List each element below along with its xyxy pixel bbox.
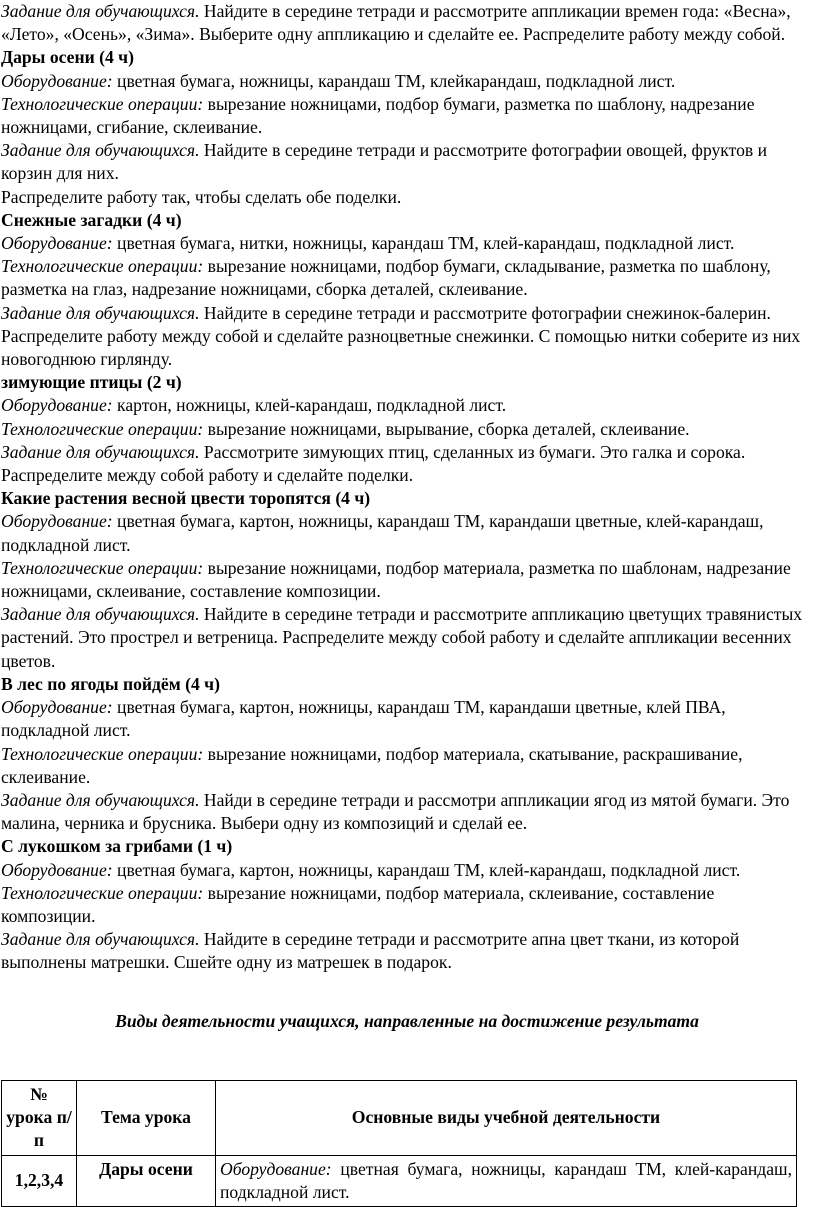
task-paragraph <box>1 789 813 835</box>
operations-paragraph <box>1 743 813 789</box>
operations-label: Технологические операции: <box>1 256 204 277</box>
column-header-topic: Тема урока <box>77 1081 216 1156</box>
section-title: Дары осени (4 ч) <box>1 47 134 68</box>
equipment-label: Оборудование: <box>1 395 113 416</box>
task-label: Задание для обучающихся. <box>1 929 200 950</box>
operations-text: вырезание ножницами, подбор материала, склеивание, составление композиции. <box>1 882 715 926</box>
task-label: Задание для обучающихся. <box>1 789 200 810</box>
operations-label: Технологические операции: <box>1 743 204 764</box>
task-label: Задание для обучающихся. <box>1 441 200 462</box>
equipment-paragraph <box>1 232 813 255</box>
intro-paragraph <box>1 0 813 46</box>
task-label: Задание для обучающихся. <box>1 302 200 323</box>
operations-text: вырезание ножницами, вырывание, сборка деталей, склеивание. <box>203 418 690 439</box>
equipment-label: Оборудование: <box>220 1158 332 1179</box>
equipment-label: Оборудование: <box>1 233 113 254</box>
equipment-paragraph <box>1 394 813 417</box>
equipment-paragraph <box>1 859 813 882</box>
task-paragraph <box>1 928 813 974</box>
section-title: Снежные загадки (4 ч) <box>1 209 182 230</box>
task-label: Задание для обучающихся. <box>1 140 200 161</box>
task-text: Найдите в середине тетради и рассмотрите фотографии овощей, фруктов и корзин для них. <box>1 140 767 184</box>
task-paragraph <box>1 603 813 673</box>
operations-paragraph <box>1 557 813 603</box>
activity-cell <box>216 1155 797 1206</box>
operations-label: Технологические операции: <box>1 93 204 114</box>
task-label: Задание для обучающихся. <box>1 1 200 21</box>
extra-paragraph: Распределите работу так, чтобы сделать обе поделки. <box>1 186 402 207</box>
equipment-text: цветная бумага, картон, ножницы, карандаш ТМ, клей-карандаш, подкладной лист. <box>112 859 741 880</box>
operations-text: вырезание ножницами, подбор бумаги, разметка по шаблону, надрезание ножницами, сгибание, склеивание. <box>1 93 755 138</box>
operations-paragraph <box>1 882 813 928</box>
equipment-text: картон, ножницы, клей-карандаш, подкладной лист. <box>112 395 507 416</box>
operations-paragraph <box>1 255 813 301</box>
equipment-label: Оборудование: <box>1 70 113 91</box>
task-paragraph <box>1 441 813 487</box>
operations-text: вырезание ножницами, подбор материала, разметка по шаблонам, надрезание ножницами, склеивание, составление композиции. <box>1 557 791 602</box>
equipment-text: цветная бумага, ножницы, карандаш ТМ, клейкарандаш, подкладной лист. <box>112 70 676 91</box>
equipment-text: цветная бумага, картон, ножницы, карандаш ТМ, карандаши цветные, клей ПВА, подкладной лист. <box>1 697 726 741</box>
operations-paragraph <box>1 93 813 139</box>
equipment-paragraph <box>1 510 813 556</box>
document-page <box>1 0 813 1033</box>
activities-table <box>1 1080 797 1207</box>
operations-label: Технологические операции: <box>1 418 204 439</box>
operations-text: вырезание ножницами, подбор материала, скатывание, раскрашивание, склеивание. <box>1 743 743 787</box>
task-text: Рассмотрите зимующих птиц, сделанных из бумаги. Это галка и сорока. Распределите между собой работу и сделайте поделки. <box>1 441 746 486</box>
table-header-row <box>2 1081 797 1156</box>
equipment-text: цветная бумага, нитки, ножницы, карандаш ТМ, клей-карандаш, подкладной лист. <box>112 233 735 254</box>
task-text: Найдите в середине тетради и рассмотрите аппликации времен года: «Весна», «Лето», «Осень», «Зима». Выберите одну аппликацию и сделайте ее. Распределите работу между собой. <box>1 1 791 45</box>
section-title: В лес по ягоды пойдём (4 ч) <box>1 673 220 694</box>
equipment-label: Оборудование: <box>1 697 113 718</box>
equipment-paragraph <box>1 696 813 742</box>
operations-label: Технологические операции: <box>1 557 204 578</box>
task-text: Найдите в середине тетради и рассмотрите апна цвет ткани, из которой выполнены матрешки. Сшейте одну из матрешек в подарок. <box>1 929 740 973</box>
equipment-text: цветная бумага, ножницы, карандаш ТМ, клей-карандаш, подкладной лист. <box>220 1158 792 1202</box>
task-label: Задание для обучающихся. <box>1 604 200 625</box>
task-paragraph <box>1 302 813 372</box>
operations-text: вырезание ножницами, подбор бумаги, складывание, разметка по шаблону, разметка на глаз, надрезание ножницами, сборка деталей, склеивание. <box>1 256 771 300</box>
section-title: зимующие птицы (2 ч) <box>1 372 182 393</box>
section-title: С лукошком за грибами (1 ч) <box>1 836 233 857</box>
equipment-label: Оборудование: <box>1 859 113 880</box>
lesson-number-cell: 1,2,3,4 <box>2 1155 77 1206</box>
equipment-text: цветная бумага, картон, ножницы, карандаш ТМ, карандаши цветные, клей-карандаш, подкладной лист. <box>1 511 764 555</box>
lesson-topic-cell: Дары осени <box>77 1155 216 1206</box>
column-header-activities: Основные виды учебной деятельности <box>216 1081 797 1156</box>
table-caption: Виды деятельности учащихся, направленные на достижение результата <box>115 1010 699 1031</box>
equipment-paragraph <box>1 70 813 93</box>
task-text: Найдите в середине тетради и рассмотрите аппликацию цветущих травянистых растений. Это прострел и ветреница. Распределите между собой работу и сделайте аппликации весенних цветов. <box>1 604 803 671</box>
task-text: Найдите в середине тетради и рассмотрите фотографии снежинок-балерин. Распределите работу между собой и сделайте разноцветные снежинки. С помощью нитки соберите из них новогоднюю гирлянду. <box>1 302 801 370</box>
operations-paragraph <box>1 418 813 441</box>
column-header-number: № урока п/п <box>2 1081 77 1156</box>
section-title: Какие растения весной цвести торопятся (4 ч) <box>1 488 371 509</box>
task-paragraph <box>1 139 813 185</box>
table-row <box>2 1155 797 1206</box>
operations-label: Технологические операции: <box>1 882 204 903</box>
equipment-label: Оборудование: <box>1 511 113 532</box>
task-text: Найди в середине тетради и рассмотри аппликации ягод из мятой бумаги. Это малина, черника и брусника. Выбери одну из композиций и сделай ее. <box>1 789 790 834</box>
